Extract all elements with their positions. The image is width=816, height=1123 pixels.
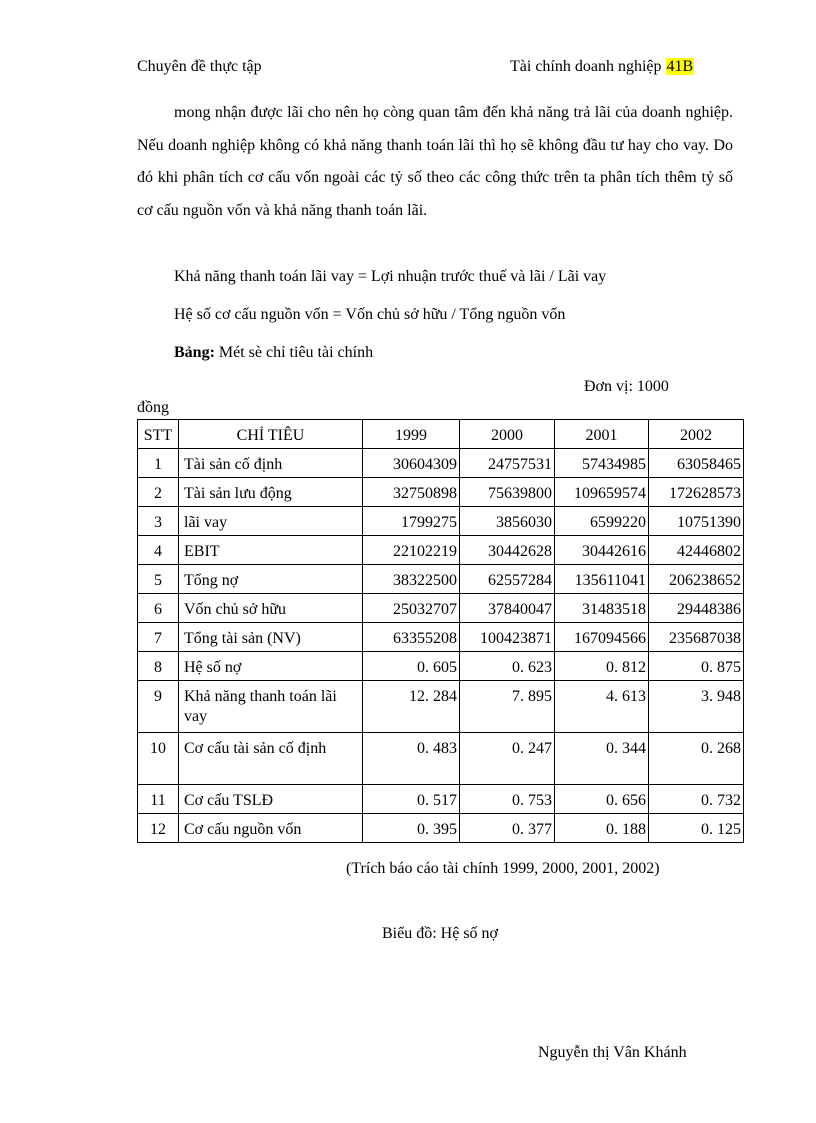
- value-cell: 0. 483: [363, 733, 460, 785]
- unit-line: Đơn vị: 1000: [584, 378, 669, 395]
- table-row: [138, 814, 744, 843]
- row-number: 9: [138, 681, 179, 733]
- value-cell: 10751390: [649, 507, 744, 536]
- header-right-text: Tài chính doanh nghiệp: [510, 58, 666, 75]
- value-cell: 3856030: [460, 507, 555, 536]
- value-cell: 32750898: [363, 478, 460, 507]
- value-cell: 0. 247: [460, 733, 555, 785]
- value-cell: 0. 377: [460, 814, 555, 843]
- value-cell: 31483518: [555, 594, 649, 623]
- indicator-name: Cơ cấu nguồn vốn: [179, 814, 363, 843]
- table-row: [138, 594, 744, 623]
- value-cell: 25032707: [363, 594, 460, 623]
- value-cell: 38322500: [363, 565, 460, 594]
- table-row: [138, 681, 744, 733]
- author-name: Nguyễn thị Vân Khánh: [538, 1044, 687, 1061]
- row-number: 8: [138, 652, 179, 681]
- row-number: 10: [138, 733, 179, 785]
- value-cell: 206238652: [649, 565, 744, 594]
- value-cell: 62557284: [460, 565, 555, 594]
- value-cell: 172628573: [649, 478, 744, 507]
- indicator-name: Cơ cấu TSLĐ: [179, 785, 363, 814]
- value-cell: 0. 125: [649, 814, 744, 843]
- financial-indicators-table: [137, 419, 744, 843]
- value-cell: 235687038: [649, 623, 744, 652]
- class-code-highlight: 41B: [666, 58, 694, 75]
- indicator-name: Tổng tài sản (NV): [179, 623, 363, 652]
- value-cell: 3. 948: [649, 681, 744, 733]
- table-row: [138, 449, 744, 478]
- value-cell: 37840047: [460, 594, 555, 623]
- value-cell: 0. 812: [555, 652, 649, 681]
- value-cell: 0. 395: [363, 814, 460, 843]
- row-number: 7: [138, 623, 179, 652]
- value-cell: 135611041: [555, 565, 649, 594]
- unit-line-2: đồng: [137, 399, 169, 416]
- value-cell: 0. 875: [649, 652, 744, 681]
- value-cell: 75639800: [460, 478, 555, 507]
- column-header: 1999: [363, 420, 460, 449]
- row-number: 1: [138, 449, 179, 478]
- value-cell: 0. 623: [460, 652, 555, 681]
- chart-title: Biểu đồ: Hệ số nợ: [382, 925, 499, 942]
- table-row: [138, 565, 744, 594]
- value-cell: 6599220: [555, 507, 649, 536]
- indicator-name: EBIT: [179, 536, 363, 565]
- row-number: 3: [138, 507, 179, 536]
- indicator-name: Tài sản cố định: [179, 449, 363, 478]
- value-cell: 0. 268: [649, 733, 744, 785]
- table-row: [138, 785, 744, 814]
- value-cell: 0. 605: [363, 652, 460, 681]
- value-cell: 30442628: [460, 536, 555, 565]
- column-header: 2000: [460, 420, 555, 449]
- value-cell: 1799275: [363, 507, 460, 536]
- value-cell: 30604309: [363, 449, 460, 478]
- value-cell: 12. 284: [363, 681, 460, 733]
- table-row: [138, 536, 744, 565]
- table-caption: [174, 344, 373, 362]
- column-header: 2002: [649, 420, 744, 449]
- table-row: [138, 507, 744, 536]
- indicator-name: Hệ số nợ: [179, 652, 363, 681]
- value-cell: 24757531: [460, 449, 555, 478]
- table-row: [138, 652, 744, 681]
- table-row: [138, 733, 744, 785]
- column-header: CHỈ TIÊU: [179, 420, 363, 449]
- header-right: [510, 58, 694, 76]
- value-cell: 4. 613: [555, 681, 649, 733]
- value-cell: 42446802: [649, 536, 744, 565]
- row-number: 12: [138, 814, 179, 843]
- column-header: STT: [138, 420, 179, 449]
- value-cell: 100423871: [460, 623, 555, 652]
- indicator-name: Tài sản lưu động: [179, 478, 363, 507]
- value-cell: 0. 517: [363, 785, 460, 814]
- formula-capital-structure: Hệ số cơ cấu nguồn vốn = Vốn chủ sở hữu / Tổng nguồn vốn: [174, 306, 566, 323]
- value-cell: 167094566: [555, 623, 649, 652]
- caption-text: Mét sè chỉ tiêu tài chính: [214, 344, 374, 361]
- indicator-name: Cơ cấu tài sản cố định: [179, 733, 363, 785]
- value-cell: 0. 188: [555, 814, 649, 843]
- table-row: [138, 623, 744, 652]
- value-cell: 29448386: [649, 594, 744, 623]
- column-header: 2001: [555, 420, 649, 449]
- value-cell: 22102219: [363, 536, 460, 565]
- row-number: 4: [138, 536, 179, 565]
- table-row: [138, 478, 744, 507]
- caption-label: Bảng:: [174, 344, 215, 361]
- value-cell: 63355208: [363, 623, 460, 652]
- value-cell: 63058465: [649, 449, 744, 478]
- row-number: 2: [138, 478, 179, 507]
- formula-interest-coverage: Khả năng thanh toán lãi vay = Lợi nhuận trước thuế và lãi / Lãi vay: [174, 268, 607, 285]
- row-number: 6: [138, 594, 179, 623]
- value-cell: 7. 895: [460, 681, 555, 733]
- indicator-name: Khả năng thanh toán lãi vay: [179, 681, 363, 733]
- row-number: 5: [138, 565, 179, 594]
- indicator-name: Vốn chủ sở hữu: [179, 594, 363, 623]
- value-cell: 0. 753: [460, 785, 555, 814]
- paragraph-text: mong nhận được lãi cho nên họ còng quan tâm đến khả năng trả lãi của doanh nghiệp. Nếu doanh nghiệp không có khả năng thanh toán lãi thì họ sẽ không đầu tư hay cho vay. Do đó khi phân tích cơ cấu vốn ngoài các tỷ số theo các công thức trên ta phân tích thêm tỷ số cơ cấu nguồn vốn và khả năng thanh toán lãi.: [137, 104, 733, 219]
- value-cell: 109659574: [555, 478, 649, 507]
- body-paragraph: [137, 97, 733, 227]
- indicator-name: Tổng nợ: [179, 565, 363, 594]
- table-header-row: [138, 420, 744, 449]
- indicator-name: lãi vay: [179, 507, 363, 536]
- value-cell: 0. 656: [555, 785, 649, 814]
- value-cell: 30442616: [555, 536, 649, 565]
- value-cell: 0. 344: [555, 733, 649, 785]
- value-cell: 57434985: [555, 449, 649, 478]
- row-number: 11: [138, 785, 179, 814]
- source-note: (Trích báo cáo tài chính 1999, 2000, 2001, 2002): [346, 860, 660, 877]
- value-cell: 0. 732: [649, 785, 744, 814]
- header-left: Chuyên đề thực tập: [137, 58, 262, 75]
